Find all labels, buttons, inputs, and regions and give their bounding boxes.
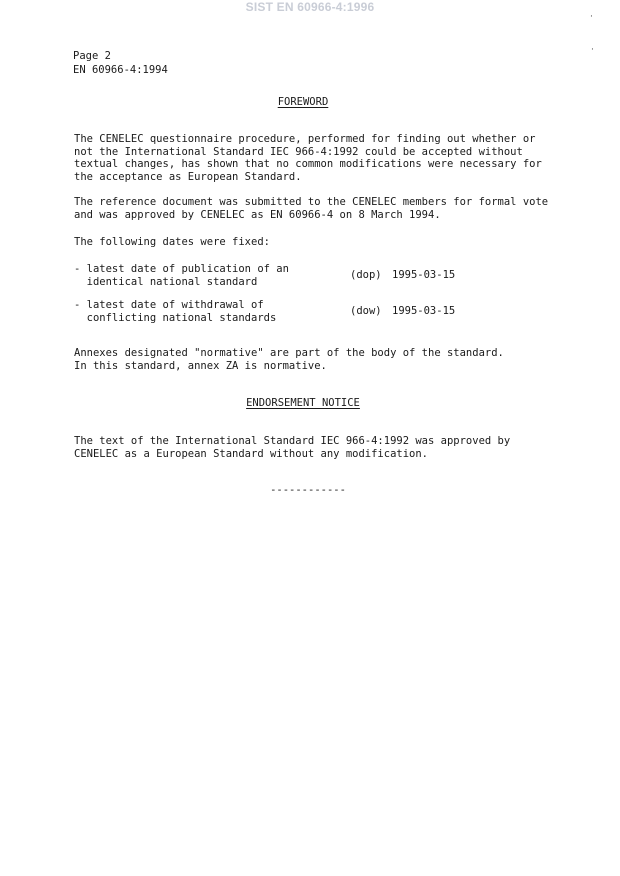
foreword-heading: FOREWORD [277, 96, 329, 108]
date-code: (dop) [350, 269, 382, 281]
standard-number: EN 60966-4:1994 [73, 64, 168, 76]
endorsement-heading: ENDORSEMENT NOTICE [246, 397, 360, 409]
date-value: 1995-03-15 [392, 305, 456, 317]
foreword-paragraph-reference: The reference document was submitted to the CENELEC members for formal vote and was approved by CENELEC as EN 60966-4 on 8 March 1994. [74, 196, 549, 221]
date-item-dop [74, 263, 494, 289]
date-value: 1995-03-15 [392, 269, 456, 281]
endorsement-paragraph: The text of the International Standard IEC 966-4:1992 was approved by CENELEC as a European Standard without any modification. [74, 435, 511, 460]
date-description: - latest date of publication of an identical national standard [74, 263, 289, 288]
scan-speck: · [590, 12, 593, 22]
scan-speck: · [591, 45, 594, 55]
foreword-paragraph-annexes: Annexes designated "normative" are part of the body of the standard. In this standard, annex ZA is normative. [74, 347, 504, 372]
page-number: Page 2 [73, 50, 111, 62]
foreword-paragraph-questionnaire: The CENELEC questionnaire procedure, performed for finding out whether or not the International Standard IEC 966-4:1992 could be accepted without textual changes, has shown that no common modifications were necessary for the acceptance as European Standard. [74, 133, 542, 183]
watermark: SIST EN 60966-4:1996 [245, 0, 375, 14]
date-code: (dow) [350, 305, 382, 317]
date-description: - latest date of withdrawal of conflicting national standards [74, 299, 277, 324]
foreword-paragraph-dates-intro: The following dates were fixed: [74, 236, 270, 248]
separator-line: ------------ [270, 484, 346, 496]
date-item-dow [74, 299, 494, 325]
page-header [73, 49, 168, 77]
